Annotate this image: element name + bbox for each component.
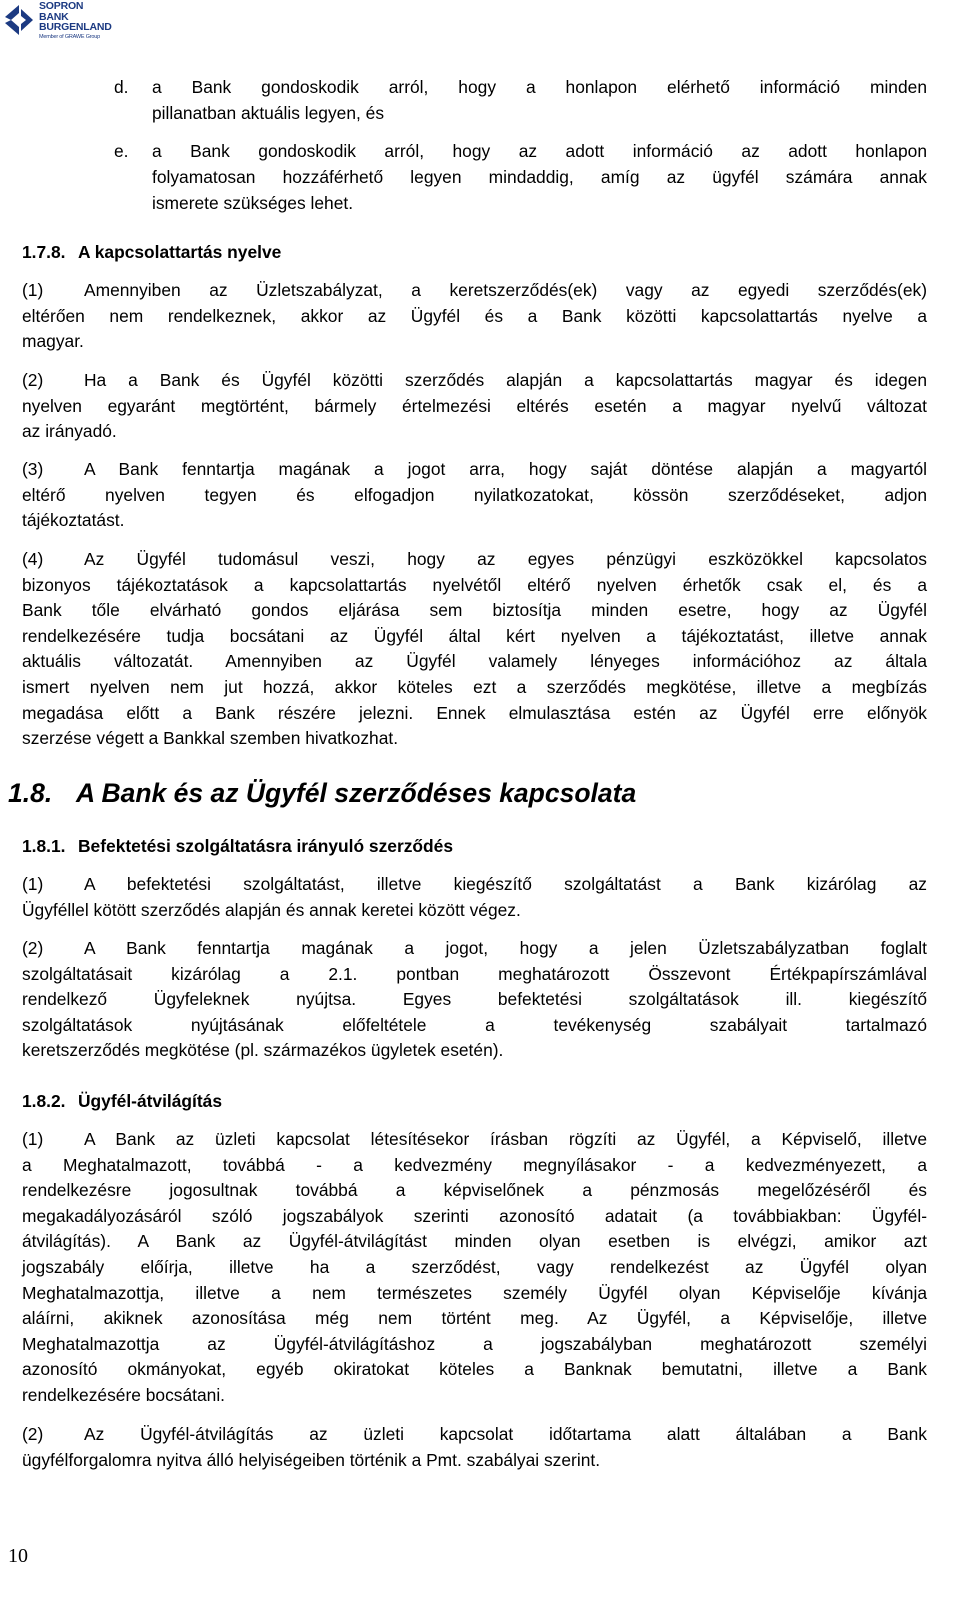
text-line: A Bank az üzleti kapcsolat létesítésekor írásban rögzíti az Ügyfél, a Képviselő, illetve <box>84 1129 927 1149</box>
text-line: A befektetési szolgáltatást, illetve kiegészítő szolgáltatást a Bank kizárólag az <box>84 874 927 894</box>
section-title: Ügyfél-átvilágítás <box>78 1091 222 1111</box>
text-line: A Bank fenntartja magának a jogot arra, hogy saját döntése alapján a magyartól <box>84 459 927 479</box>
text-line: Ha a Bank és Ügyfél közötti szerződés alapján a kapcsolattartás magyar és idegen <box>84 370 927 390</box>
text-line: szolgáltatásait kizárólag a 2.1. pontban meghatározott Összevont Értékpapírszámlával <box>22 963 927 984</box>
text-line: szolgáltatások nyújtásának előfeltétele a tevékenység szabályait tartalmazó <box>22 1014 927 1035</box>
text-line: megakadályozásáról szóló jogszabályok szerinti azonosító adatait (a továbbiakban: Ügyfél- <box>22 1205 927 1226</box>
bank-logo-text <box>39 1 112 41</box>
text-line: Az Ügyfél tudomásul veszi, hogy az egyes pénzügyi eszközökkel kapcsolatos <box>84 549 927 569</box>
section-title: A kapcsolattartás nyelve <box>78 242 282 262</box>
text-line: ismerete szükséges lehet. <box>152 193 354 213</box>
text-line: a Bank gondoskodik arról, hogy az adott információ az adott honlapon <box>152 141 927 161</box>
text-line: megadása előtt a Bank részére jelezni. Ennek elmulasztása estén az Ügyfél erre előnyök <box>22 702 927 723</box>
paragraph-1-7-8-4 <box>22 547 927 752</box>
text-line: Bank tőle elvárható gondos eljárása sem biztosítja minden esetre, hogy az Ügyfél <box>22 600 927 621</box>
list-marker: e. <box>114 141 129 161</box>
text-line: tájékoztatást. <box>22 510 125 531</box>
text-line: átvilágítás). A Bank az Ügyfél-átvilágítást minden olyan esetben is elvégzi, amikor azt <box>22 1231 927 1252</box>
text-line: Meghatalmazottja az Ügyfél-átvilágításhoz a jogszabályban meghatározott személyi <box>22 1333 927 1354</box>
text-line: aktuális változatát. Amennyiben az Ügyfél valamely lényeges információhoz az általa <box>22 651 927 672</box>
text-line: rendelkező Ügyfeleknek nyújtsa. Egyes befektetési szolgáltatások ill. kiegészítő <box>22 989 927 1010</box>
brand-line-1: SOPRON <box>39 0 84 12</box>
paragraph-1-7-8-3 <box>22 457 927 534</box>
paragraph-1-7-8-2 <box>22 368 927 445</box>
text-line: szerzése végett a Bankkal szemben hivatkozhat. <box>22 728 399 749</box>
section-title: Befektetési szolgáltatásra irányuló szerződés <box>78 836 454 856</box>
paragraph-label: (4) <box>22 549 44 569</box>
text-line: rendelkezésre jogosultnak továbbá a képviselőnek a pénzmosás megelőzéséről és <box>22 1180 927 1201</box>
brand-line-2: BANK <box>39 10 69 23</box>
section-heading-1-8-1 <box>22 833 453 859</box>
list-marker: d. <box>114 77 129 97</box>
paragraph-1-8-1-1 <box>22 872 927 923</box>
section-number: 1.8.1. <box>22 836 66 856</box>
section-title: A Bank és az Ügyfél szerződéses kapcsolata <box>76 778 637 808</box>
section-heading-1-7-8 <box>22 239 281 265</box>
paragraph-label: (2) <box>22 1424 44 1444</box>
paragraph-1-7-8-1 <box>22 278 927 355</box>
paragraph-label: (1) <box>22 280 44 300</box>
text-line: Meghatalmazottja, illetve a nem természetes személy Ügyfél olyan Képviselője kívánja <box>22 1282 927 1303</box>
bank-logo <box>3 1 123 41</box>
section-heading-1-8 <box>8 777 636 809</box>
text-line: a Bank gondoskodik arról, hogy a honlapon elérhető információ minden <box>152 77 927 97</box>
paragraph-1-8-2-2 <box>22 1422 927 1473</box>
text-line: aláírni, akiknek azonosítása még nem történt meg. Az Ügyfél, a Képviselője, illetve <box>22 1308 927 1329</box>
text-line: rendelkezésére bocsátani. <box>22 1384 226 1405</box>
text-line: eltérően nem rendelkeznek, akkor az Ügyfél és a Bank közötti kapcsolattartás nyelve a <box>22 305 927 326</box>
paragraph-label: (1) <box>22 874 44 894</box>
text-line: bizonyos tájékoztatások a kapcsolattartás nyelvétől eltérő nyelven érhetők csak el, és a <box>22 574 927 595</box>
text-line: Ügyféllel kötött szerződés alapján és annak keretei között végez. <box>22 899 521 920</box>
paragraph-label: (2) <box>22 938 44 958</box>
text-line: folyamatosan hozzáférhető legyen mindaddig, amíg az ügyfél számára annak <box>152 167 927 187</box>
text-line: ismert nyelven nem jut hozzá, akkor köteles ezt a szerződés megkötése, illetve a megbízás <box>22 676 927 697</box>
brand-line-3: BURGENLAND <box>39 21 112 33</box>
text-line: ügyfélforgalomra nyitva álló helyiségeiben történik a Pmt. szabályai szerint. <box>22 1449 601 1470</box>
text-line: keretszerződés megkötése (pl. származékos ügyletek esetén). <box>22 1040 504 1061</box>
text-line: nyelven egyaránt megtörtént, bármely értelmezési eltérés esetén a magyar nyelvű változat <box>22 395 927 416</box>
list-item-d <box>114 74 927 126</box>
text-line: jogszabály előírja, illetve ha a szerződést, vagy rendelkezést az Ügyfél olyan <box>22 1256 927 1277</box>
paragraph-1-8-1-2 <box>22 936 927 1064</box>
paragraph-label: (1) <box>22 1129 44 1149</box>
paragraph-1-8-2-1 <box>22 1127 927 1409</box>
text-line: Az Ügyfél-átvilágítás az üzleti kapcsolat időtartama alatt általában a Bank <box>84 1424 927 1444</box>
paragraph-label: (2) <box>22 370 44 390</box>
text-line: rendelkezésére tudja bocsátani az Ügyfél által kért nyelven a tájékoztatást, illetve annak <box>22 625 927 646</box>
list-item-e <box>114 138 927 216</box>
text-line: eltérő nyelven tegyen és elfogadjon nyilatkozatokat, kössön szerződéseket, adjon <box>22 484 927 505</box>
text-line: azonosító okmányokat, egyéb okiratokat köteles a Banknak bemutatni, illetve a Bank <box>22 1359 927 1380</box>
section-heading-1-8-2 <box>22 1088 222 1114</box>
section-number: 1.8.2. <box>22 1091 66 1111</box>
text-line: pillanatban aktuális legyen, és <box>152 103 385 123</box>
section-number: 1.7.8. <box>22 242 66 262</box>
paragraph-label: (3) <box>22 459 44 479</box>
page-number: 10 <box>8 1545 28 1567</box>
text-line: A Bank fenntartja magának a jogot, hogy a jelen Üzletszabályzatban foglalt <box>84 938 927 958</box>
member-text: Member of GRAWE Group <box>39 33 101 40</box>
bank-logo-mark-icon <box>3 3 35 37</box>
section-number: 1.8. <box>8 778 53 808</box>
text-line: az irányadó. <box>22 421 117 442</box>
text-line: magyar. <box>22 331 84 352</box>
text-line: Amennyiben az Üzletszabályzat, a keretszerződés(ek) vagy az egyedi szerződés(ek) <box>84 280 927 300</box>
text-line: a Meghatalmazott, továbbá - a kedvezmény megnyílásakor - a kedvezményezett, a <box>22 1154 927 1175</box>
